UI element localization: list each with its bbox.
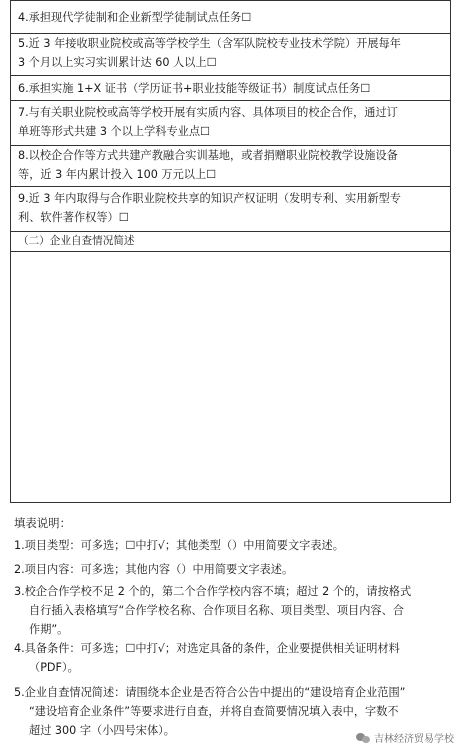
condition-8-text-cont: 等，近 3 年内累计投入 100 万元以上☐ [18,168,217,181]
instruction-item [14,560,454,579]
instruction-2-text: 2.项目内容：可多选；其他内容（）中用简要文字表述。 [14,563,294,576]
condition-7-text: 7.与有关职业院校或高等学校开展有实质内容、具体项目的校企合作，通过订 [18,106,398,119]
condition-5-text-cont: 3 个月以上实习实训累计达 60 人以上☐ [18,56,217,69]
condition-9-text-cont: 利、软件著作权等）☐ [18,211,129,224]
instruction-4-text: 4.具备条件：可多选；☐中打√；对选定具备的条件，企业要提供相关证明材料 [14,642,400,655]
wechat-icon [356,732,370,744]
instruction-item [14,536,454,555]
instruction-5-text-cont: “建设培育企业条件”等要求进行自查，并将自查简要情况填入表中，字数不 [29,705,399,718]
instruction-1-text: 1.项目类型：可多选；☐中打√；其他类型（）中用简要文字表述。 [14,539,344,552]
condition-4-text: 4.承担现代学徒制和企业新型学徒制试点任务☐ [18,11,252,24]
condition-5-text: 5.近 3 年接收职业院校或高等学校学生（含军队院校专业技术学院）开展每年 [18,37,401,50]
condition-7-text-cont: 单班等形式共建 3 个以上学科专业点☐ [18,125,211,138]
self-check-heading: （二）企业自查情况简述 [18,235,135,247]
instructions-title: 填表说明： [14,516,71,530]
instruction-item [14,639,454,677]
instruction-item [14,582,454,639]
instruction-5-text: 5.企业自查情况简述：请围绕本企业是否符合公告中提出的“建设培育企业范围” [14,686,406,699]
instruction-3-text: 3.校企合作学校不足 2 个的，第二个合作学校内容不填；超过 2 个的，请按格式 [14,585,412,598]
condition-8-text: 8.以校企合作等方式共建产教融合实训基地，或者捐赠职业院校教学设施设备 [18,149,398,162]
condition-9-text: 9.近 3 年内取得与合作职业院校共享的知识产权证明（发明专利、实用新型专 [18,192,401,205]
instruction-5-text-cont: 超过 300 字（小四号宋体）。 [29,724,175,737]
instruction-4-text-cont: （PDF）。 [29,661,79,674]
watermark-text: 吉林经济贸易学校 [374,734,454,745]
instruction-3-text-cont: 作期”。 [29,623,69,636]
instruction-3-text-cont: 自行插入表格填写“合作学校名称、合作项目名称、项目类型、项目内容、合 [29,604,404,617]
condition-6-text: 6.承担实施 1+X 证书（学历证书+职业技能等级证书）制度试点任务☐ [18,82,371,95]
watermark [356,730,454,745]
